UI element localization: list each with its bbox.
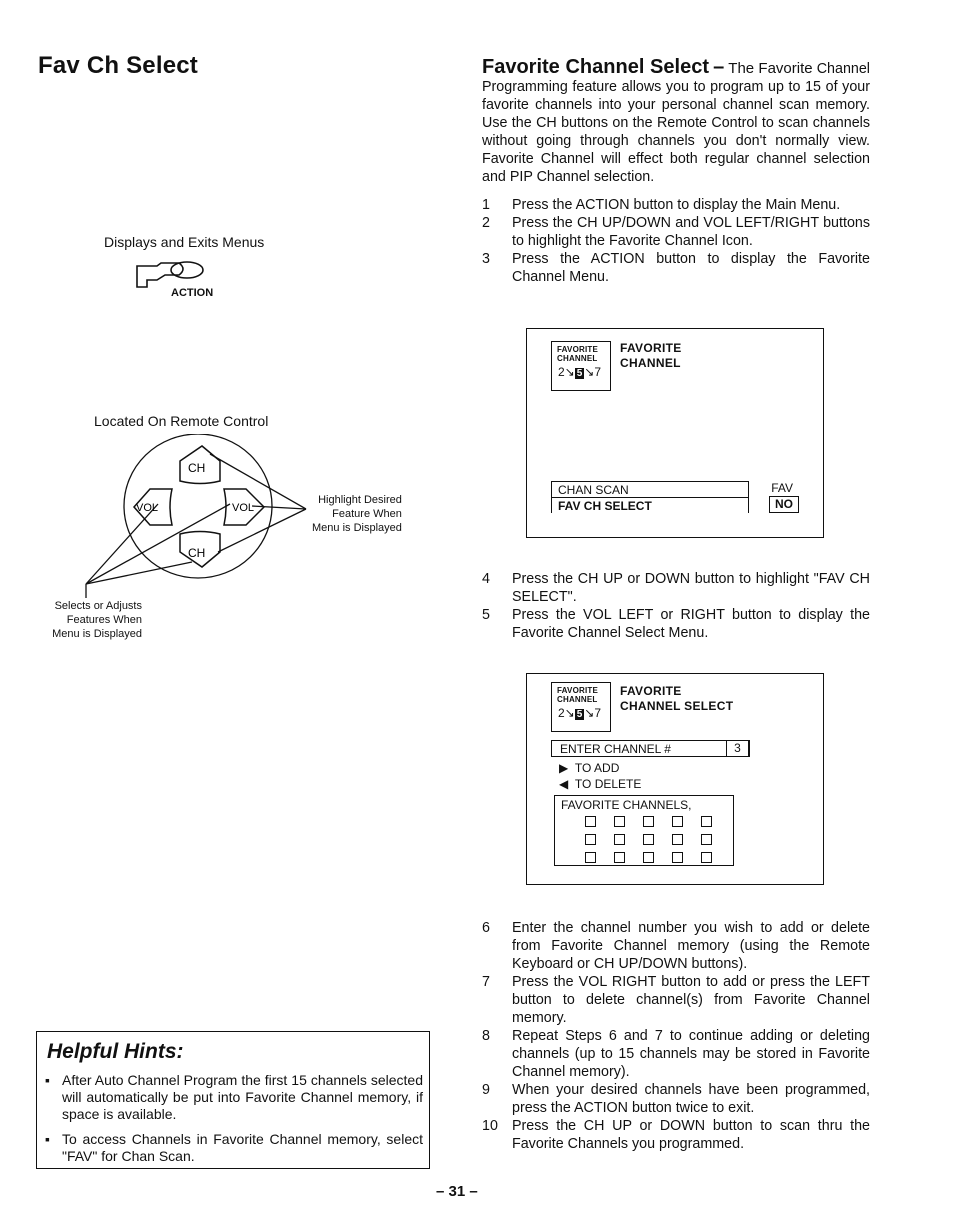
steps-4-5 (482, 570, 870, 642)
channel-glyph-icon: 2↘ 5 ↘7 (558, 706, 602, 720)
list-item: 3 Press the ACTION button to display the Favorite Channel Menu. (482, 251, 870, 285)
channel-slot (643, 852, 654, 863)
channel-glyph-icon: 2↘ 5 ↘7 (558, 365, 602, 379)
channel-slot (701, 834, 712, 845)
favorite-channel-icon: FAVORITE CHANNEL 2↘ 5 ↘7 (551, 341, 611, 391)
right-column-steps-6-10 (482, 919, 870, 1153)
list-item: 7 Press the VOL RIGHT button to add or press the LEFT button to delete channel(s) from Favorite Channel memory. (482, 974, 870, 1026)
action-label: ACTION (171, 287, 214, 299)
list-item: ▪ To access Channels in Favorite Channel memory, select "FAV" for Chan Scan. (45, 1131, 423, 1164)
favorite-channel-select-menu (526, 673, 824, 885)
channel-slot (643, 834, 654, 845)
channel-slot (585, 816, 596, 827)
channel-slot (585, 852, 596, 863)
channel-slot (614, 834, 625, 845)
highlight-callout: Highlight Desired Feature When Menu is Displayed (312, 494, 402, 534)
list-item: 5 Press the VOL LEFT or RIGHT button to display the Favorite Channel Select Menu. (482, 607, 870, 641)
helpful-hints-box (36, 1031, 430, 1169)
list-item: ▪ After Auto Channel Program the first 15 channels selected will automatically be put into Favorite Channel memory, if space is available. (45, 1072, 423, 1122)
channel-slot (672, 852, 683, 863)
selects-callout: Selects or Adjusts Features When Menu is Displayed (52, 600, 142, 640)
located-on-remote-label: Located On Remote Control (94, 413, 269, 429)
page-title: Fav Ch Select (38, 52, 198, 79)
channel-slot (672, 816, 683, 827)
vol-right-label: VOL (232, 502, 255, 514)
channel-slot (643, 816, 654, 827)
chan-scan-label: CHAN SCAN (552, 482, 748, 498)
channel-slot (585, 834, 596, 845)
list-item: 10 Press the CH UP or DOWN button to scan thru the Favorite Channels you programmed. (482, 1118, 870, 1152)
steps-1-3 (482, 196, 870, 286)
play-right-icon: ▶ (559, 761, 569, 775)
section-title: Favorite Channel Select (482, 56, 709, 78)
list-item: 6 Enter the channel number you wish to add or delete from Favorite Channel memory (using the Remote Keyboard or CH UP/DOWN buttons). (482, 920, 870, 972)
list-item: 4 Press the CH UP or DOWN button to highlight "FAV CH SELECT". (482, 571, 870, 605)
menu-title: FAVORITE CHANNEL (620, 341, 682, 370)
favorite-channels-label: FAVORITE CHANNELS, (561, 798, 692, 812)
channel-number-input[interactable]: 3 (726, 740, 750, 757)
channel-slot (701, 852, 712, 863)
fav-ch-select-value[interactable]: NO (769, 496, 799, 513)
helpful-hints-list (45, 1072, 423, 1173)
channel-slot (614, 852, 625, 863)
section-dash: – (713, 56, 725, 78)
ch-down-label: CH (188, 546, 206, 560)
list-item: 8 Repeat Steps 6 and 7 to continue adding or deleting channels (up to 15 channels may be stored in Favorite Channel memory). (482, 1028, 870, 1080)
ch-up-label: CH (188, 461, 206, 475)
chan-scan-row (551, 481, 749, 513)
menu-title: FAVORITE CHANNEL SELECT (620, 684, 734, 713)
channel-slots (555, 812, 733, 868)
right-column-steps-4-5 (482, 570, 870, 642)
page-number: – 31 – (436, 1183, 478, 1200)
action-button-graphic (135, 260, 235, 302)
displays-exits-label: Displays and Exits Menus (104, 234, 265, 250)
right-column-intro (482, 58, 870, 286)
list-item: 2 Press the CH UP/DOWN and VOL LEFT/RIGHT buttons to highlight the Favorite Channel Icon. (482, 215, 870, 249)
bullet-icon: ▪ (45, 1072, 50, 1088)
play-left-icon: ◀ (559, 777, 569, 791)
list-item: 9 When your desired channels have been programmed, press the ACTION button twice to exit. (482, 1082, 870, 1116)
section-lead: The Favorite (728, 60, 813, 77)
steps-6-10 (482, 919, 870, 1153)
helpful-hints-title: Helpful Hints: (47, 1040, 184, 1063)
favorite-channel-menu (526, 328, 824, 538)
vol-left-label: VOL (136, 502, 159, 514)
bullet-icon: ▪ (45, 1131, 50, 1147)
fav-label: FAV (771, 481, 793, 495)
channel-slot (701, 816, 712, 827)
add-delete-hints: ▶ TO ADD ◀ TO DELETE (559, 761, 642, 791)
enter-channel-row: ENTER CHANNEL # 3 (551, 740, 749, 757)
section-intro: Channel Programming feature allows you to program up to 15 of your favorite channels into your personal channel scan memory. Use the CH buttons on the Remote Control to scan channels without going through channels you don't normally view. Favorite Channel will effect both regular channel selection and PIP Channel selection. (482, 61, 870, 185)
favorite-channels-grid (554, 795, 734, 866)
list-item: 1 Press the ACTION button to display the Main Menu. (482, 197, 841, 213)
channel-slot (672, 834, 683, 845)
fav-value-group (723, 481, 799, 513)
fav-ch-select-item[interactable]: FAV CH SELECT (552, 498, 748, 513)
channel-slot (614, 816, 625, 827)
favorite-channel-icon: FAVORITE CHANNEL 2↘ 5 ↘7 (551, 682, 611, 732)
